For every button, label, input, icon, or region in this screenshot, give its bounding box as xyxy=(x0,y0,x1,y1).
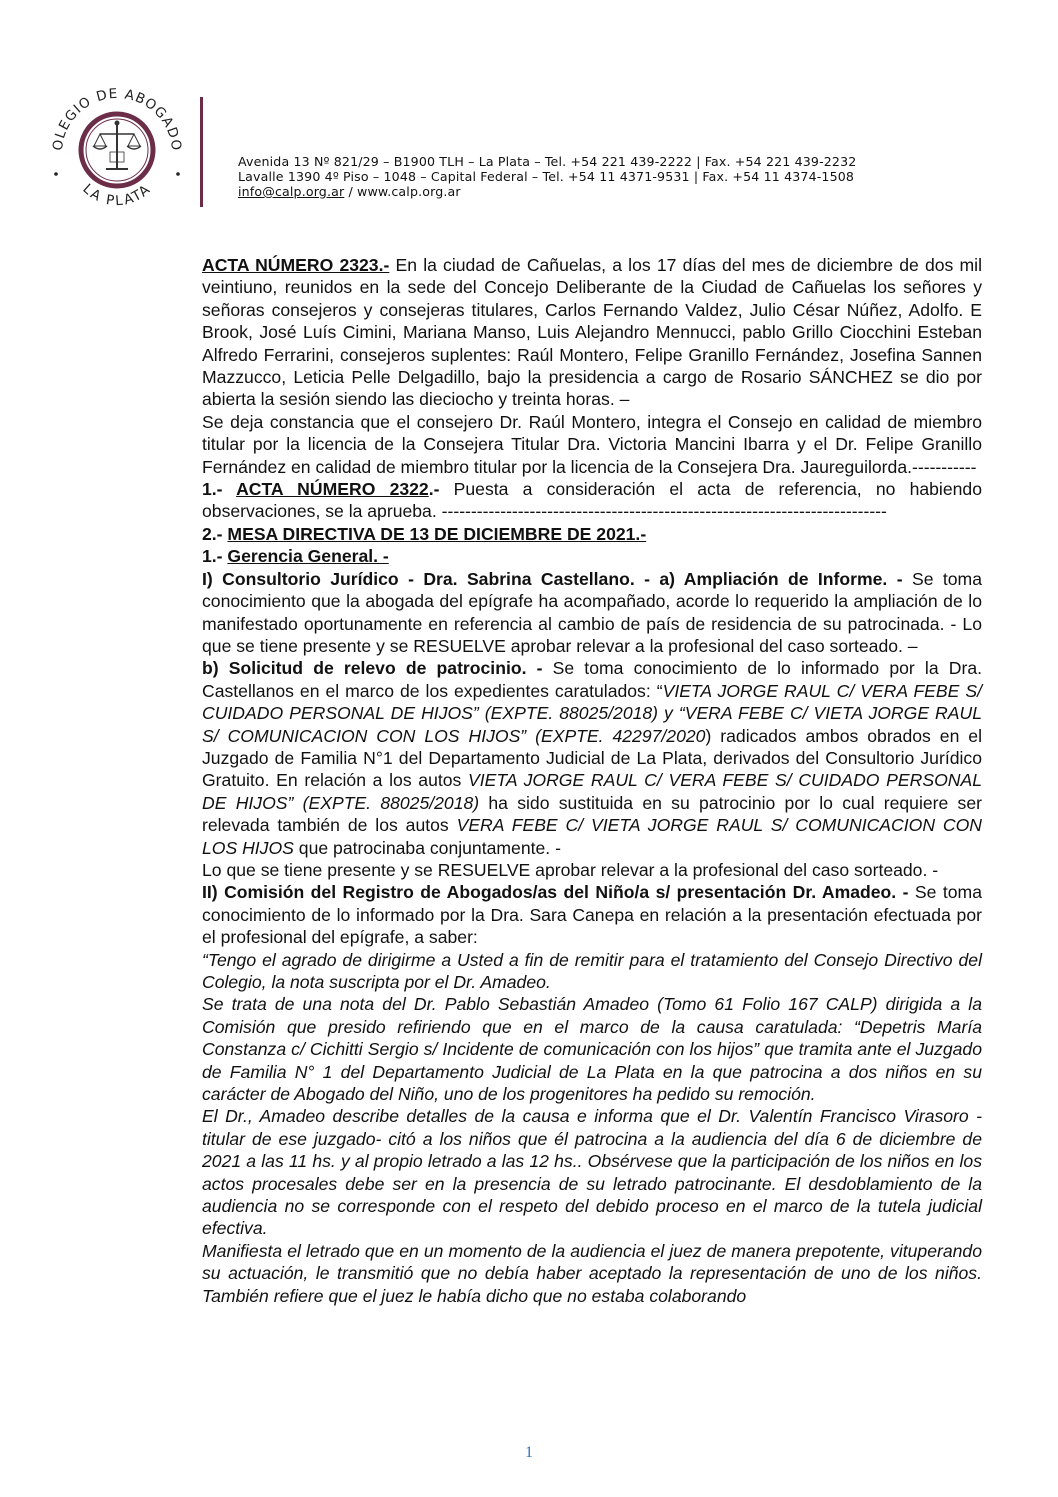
paragraph-acta-2322 xyxy=(202,478,982,523)
relevo-case-title-2: VIETA JORGE RAUL C/ VERA FEBE S/ CUIDADO PERSONAL DE HIJOS” (EXPTE. 88025/2018) xyxy=(202,770,982,813)
acta-opening-text: En la ciudad de Cañuelas, a los 17 días del mes de diciembre de dos mil veintiuno, reunidos en la sede del Concejo Deliberante de la Ciudad de Cañuelas los señores y señoras consejeros y consejeras titulares, Carlos Fernando Valdez, Julio César Núñez, Adolfo. E Brook, José Luís Cimini, Mariana Manso, Luis Alejandro Mennucci, pablo Grillo Ciocchini Esteban Alfredo Ferrarini, consejeros suplentes: Raúl Montero, Felipe Granillo Fernández, Josefina Sannen Mazzucco, Leticia Pelle Delgadillo, bajo la presidencia a cargo de Rosario SÁNCHEZ se dio por abierta la sesión siendo las dieciocho y treinta horas. – xyxy=(202,255,982,410)
consultorio-heading: I) Consultorio Jurídico - Dra. Sabrina Castellano. - a) Ampliación de Informe. - xyxy=(202,568,903,589)
logo-ring-text-bottom: LA PLATA xyxy=(79,180,155,210)
relevo-text-1: Se toma conocimiento de lo informado por la Dra. Castellanos en el marco de los expedientes caratulados: “ xyxy=(202,658,982,701)
relevo-text-4: que patrocinaba conjuntamente. - xyxy=(293,837,561,858)
web-separator: / xyxy=(344,184,358,199)
subsection-number: 1.- xyxy=(202,546,228,567)
paragraph-acta-2323 xyxy=(202,254,982,411)
item-heading: ACTA NÚMERO 2322 xyxy=(236,479,429,500)
paragraph-comision xyxy=(202,881,982,948)
paragraph-resolucion: Lo que se tiene presente y se RESUELVE aprobar relevar a la profesional del caso sorteado. - xyxy=(202,859,939,880)
quote-paragraph-1: “Tengo el agrado de dirigirme a Usted a fin de remitir para el tratamiento del Consejo Directivo del Colegio, la nota suscripta por el Dr. Amadeo. xyxy=(202,949,982,992)
paragraph-relevo xyxy=(202,657,982,859)
contact-line-web xyxy=(238,184,856,199)
section-number: 2.- xyxy=(202,523,228,544)
relevo-text-3: ha sido sustituida en su patrocinio por lo cual requiere ser relevada también de los autos xyxy=(202,792,982,836)
item-number: 1.- xyxy=(202,479,237,500)
paragraph-consultorio xyxy=(202,568,982,658)
comision-text: Se toma conocimiento de lo informado por la Dra. Sara Canepa en relación a la presentación efectuada por el profesional del epígrafe, a saber: xyxy=(202,882,982,948)
relevo-case-title-3: VERA FEBE C/ VIETA JORGE RAUL S/ COMUNICACION CON LOS HIJOS xyxy=(202,815,982,858)
logo-seal-graphic xyxy=(42,78,192,228)
item-text: Puesta a consideración el acta de referencia, no habiendo observaciones, se la aprueba. ---------------------------------------------------------------------------- xyxy=(202,479,982,522)
quote-paragraph-4: Manifiesta el letrado que en un momento de la audiencia el juez de manera prepotente, vituperando su actuación, le transmitió que no debía haber aceptado la representación de uno de los niños. También refiere que el juez le había dicho que no estaba colaborando xyxy=(202,1240,982,1306)
logo-ring-text-top: OLEGIO DE ABOGADO xyxy=(49,85,185,153)
paragraph-constancia: Se deja constancia que el consejero Dr. Raúl Montero, integra el Consejo en calidad de miembro titular por la licencia de la Consejera Titular Dra. Victoria Mancini Ibarra y el Dr. Felipe Granillo Fernández en calidad de miembro titular por la licencia de la Consejera Dra. Jaureguilorda.----------- xyxy=(202,411,982,477)
item-heading-suffix: .- xyxy=(428,479,440,500)
quote-paragraph-2: Se trata de una nota del Dr. Pablo Sebastián Amadeo (Tomo 61 Folio 167 CALP) dirigida a la Comisión que presido refiriendo que en el marco de la causa caratulada: “Depetris María Constanza c/ Cichitti Sergio s/ Incidente de comunicación con los hijos” que tramita ante el Juzgado de Familia N° 1 del Departamento Judicial de La Plata en la que patrocina a dos niños en su carácter de Abogado del Niño, uno de los progenitores ha pedido su remoción. xyxy=(202,994,982,1105)
section-mesa-directiva xyxy=(202,523,982,545)
calp-logo xyxy=(42,78,192,228)
header-contact xyxy=(238,154,856,199)
email-link[interactable]: info@calp.org.ar xyxy=(238,184,345,199)
relevo-case-title-1: VIETA JORGE RAUL C/ VERA FEBE S/ CUIDADO PERSONAL DE HIJOS” (EXPTE. 88025/2018) y “VERA FEBE C/ VIETA JORGE RAUL S/ COMUNICACION CON LOS HIJOS” (EXPTE. 42297/2020 xyxy=(202,680,982,746)
acta-title: ACTA NÚMERO 2323.- xyxy=(202,255,390,275)
page-number: 1 xyxy=(525,1444,533,1461)
document-body xyxy=(202,254,982,1307)
section-heading: MESA DIRECTIVA DE 13 DE DICIEMBRE DE 2021.- xyxy=(227,523,647,544)
subsection-heading: Gerencia General. - xyxy=(227,546,389,567)
consultorio-text: Se toma conocimiento que la abogada del epígrafe ha acompañado, acorde lo requerido la ampliación de lo manifestado oportunamente en referencia al cambio de país de residencia de su patrocinada. - Lo que se tiene presente y se RESUELVE aprobar relevar a la profesional del caso sorteado. – xyxy=(202,568,982,656)
subsection-gerencia xyxy=(202,545,982,567)
website-link[interactable]: www.calp.org.ar xyxy=(357,184,461,199)
header-divider xyxy=(200,97,203,207)
quote-paragraph-3: El Dr., Amadeo describe detalles de la causa e informa que el Dr. Valentín Francisco Virasoro - titular de ese juzgado- citó a los niños que él patrocina a la audiencia del día 6 de diciembre de 2021 a las 11 hs. y al propio letrado a las 12 hs.. Obsérvese que la participación de los niños en los actos procesales debe ser en la presencia de su letrado patrocinante. El desdoblamiento de la audiencia no se corresponde con el respeto del debido proceso en el marco de la tutela judicial efectiva. xyxy=(202,1106,982,1239)
contact-line-capital: Lavalle 1390 4º Piso – 1048 – Capital Federal – Tel. +54 11 4371-9531 | Fax. +54 11 4374-1508 xyxy=(238,169,855,184)
contact-line-la-plata: Avenida 13 Nº 821/29 – B1900 TLH – La Plata – Tel. +54 221 439-2222 | Fax. +54 221 439-2232 xyxy=(238,154,857,169)
comision-heading: II) Comisión del Registro de Abogados/as del Niño/a s/ presentación Dr. Amadeo. - xyxy=(202,882,909,903)
relevo-heading: b) Solicitud de relevo de patrocinio. - xyxy=(202,658,543,679)
relevo-text-2: ) radicados ambos obrados en el Juzgado de Familia N°1 del Departamento Judicial de La Plata, derivados del Consultorio Jurídico Gratuito. En relación a los autos xyxy=(202,725,982,791)
